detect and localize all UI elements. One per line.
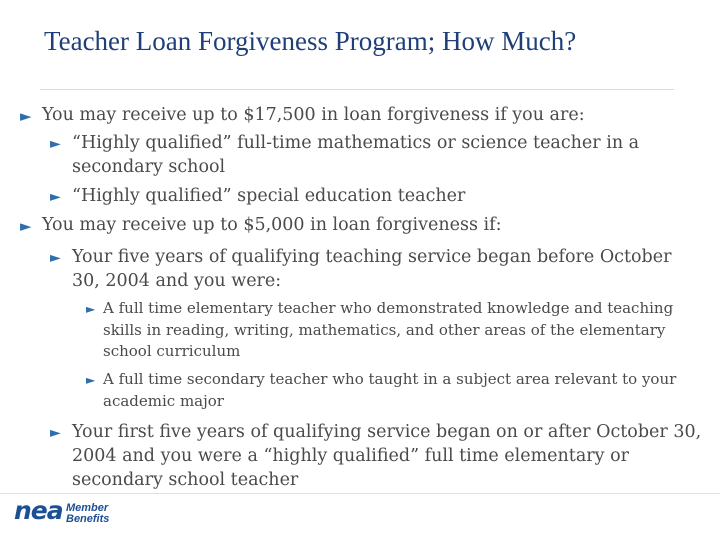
sub-bullet-item [50,184,682,208]
bullet-arrow-icon: ► [50,136,61,152]
title-divider [40,89,674,90]
bullet-text: “Highly qualified” special education teacher [72,186,466,206]
logo-member-word: Member [66,502,109,514]
sub-sub-bullet-item [86,369,711,412]
bullet-arrow-icon: ► [20,107,32,125]
sub-bullet-item [50,131,682,179]
sub-bullet-item [50,420,718,492]
bullet-arrow-icon: ► [86,302,96,316]
bullet-text: “Highly qualified” full-time mathematics or science teacher in a secondary school [72,133,640,177]
bullet-text: A full time secondary teacher who taught in a subject area relevant to your academic major [103,370,677,410]
slide-title: Teacher Loan Forgiveness Program; How Much? [44,26,577,56]
bullet-arrow-icon: ► [50,425,61,441]
bullet-text: A full time elementary teacher who demonstrated knowledge and teaching skills in reading, writing, mathematics, and other areas of the elementary school curriculum [103,299,674,360]
logo-benefits-word: Benefits [66,513,110,525]
logo-member-benefits-text [66,503,109,525]
bullet-arrow-icon: ► [50,250,61,266]
bullet-text: Your five years of qualifying teaching service began before October 30, 2004 and you were: [72,247,672,291]
footer-divider [0,493,720,494]
sub-sub-bullet-item [86,298,711,363]
bullet-arrow-icon: ► [20,217,32,235]
bullet-item [20,103,702,127]
sub-bullet-item [50,245,684,293]
bullet-item [20,213,702,237]
nea-member-benefits-logo [14,496,124,532]
bullet-arrow-icon: ► [86,373,96,387]
bullet-arrow-icon: ► [50,189,61,205]
bullet-text: You may receive up to $17,500 in loan forgiveness if you are: [42,105,585,125]
logo-nea-text: nea [14,496,63,525]
bullet-text: Your first five years of qualifying service began on or after October 30, 2004 and you were a “highly qualified” full time elementary or secondary school teacher [72,422,702,490]
bullet-text: You may receive up to $5,000 in loan forgiveness if: [42,215,502,235]
